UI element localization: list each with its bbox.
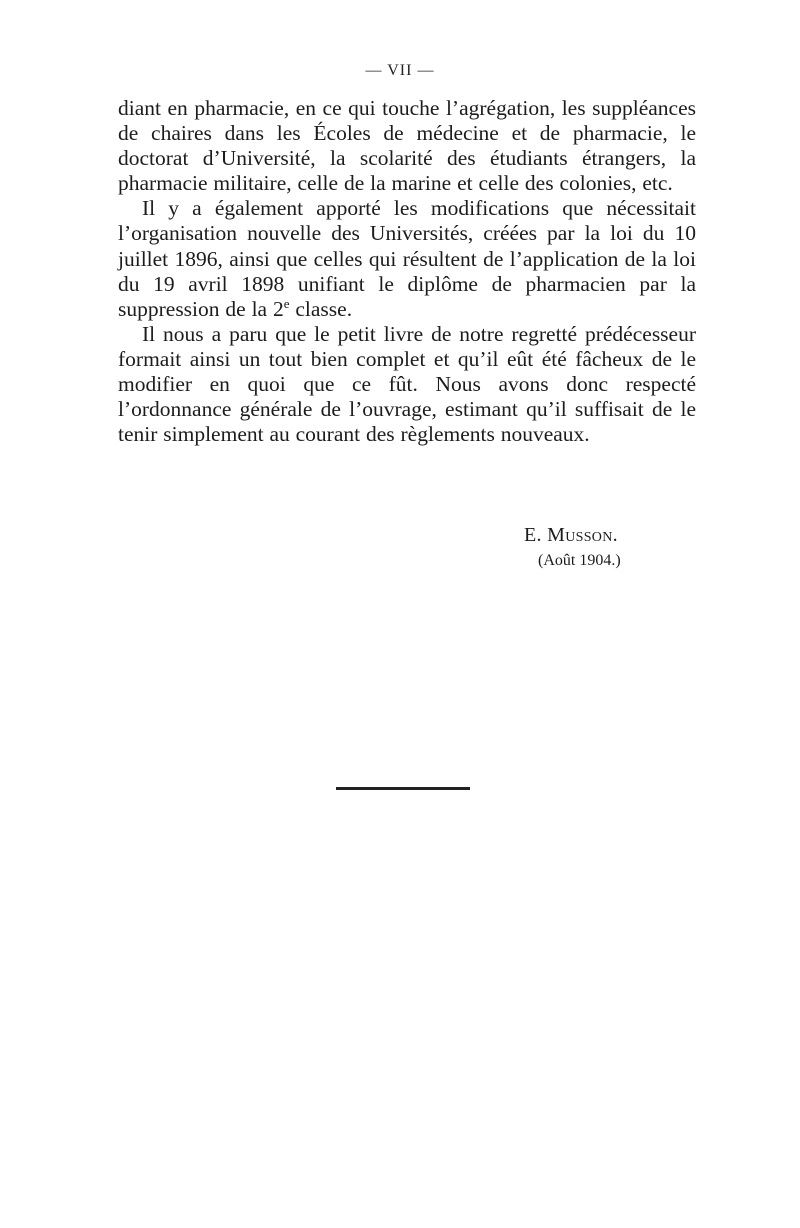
signature-initial: E.: [524, 524, 542, 546]
signature-date: (Août 1904.): [538, 552, 621, 569]
paragraph-3: Il nous a paru que le petit livre de notre regretté prédécesseur formait ainsi un tout bien complet et qu’il eût été fâcheux de le modifier en quoi que ce fût. Nous avons donc respecté l’ordonnance générale de l’ouvrage, estimant qu’il suffisait de le tenir simplement au courant des règlements nouveaux.: [118, 321, 696, 447]
body-text: [118, 96, 696, 447]
paragraph-1: diant en pharmacie, en ce qui touche l’agrégation, les suppléances de chaires dans les Écoles de médecine et de pharmacie, le doctorat d’Université, la scolarité des étudiants étrangers, la pharmacie militaire, celle de la marine et celle des colonies, etc.: [118, 96, 696, 196]
signature-name: Musson.: [547, 524, 618, 546]
paragraph-2-text: Il y a également apporté les modifications que nécessitait l’organisation nouvelle des Universités, créées par la loi du 10 juillet 1896, ainsi que celles qui résultent de l’application de la loi du 19 avril 1898 unifiant le diplôme de pharmacien par la suppression de la 2: [118, 196, 696, 321]
superscript-e: e: [283, 295, 290, 311]
signature: [524, 524, 618, 547]
page-number: — VII —: [365, 62, 435, 79]
paragraph-2: [118, 196, 696, 321]
closing-rule: [336, 787, 470, 790]
paragraph-2-end: classe.: [289, 296, 353, 321]
